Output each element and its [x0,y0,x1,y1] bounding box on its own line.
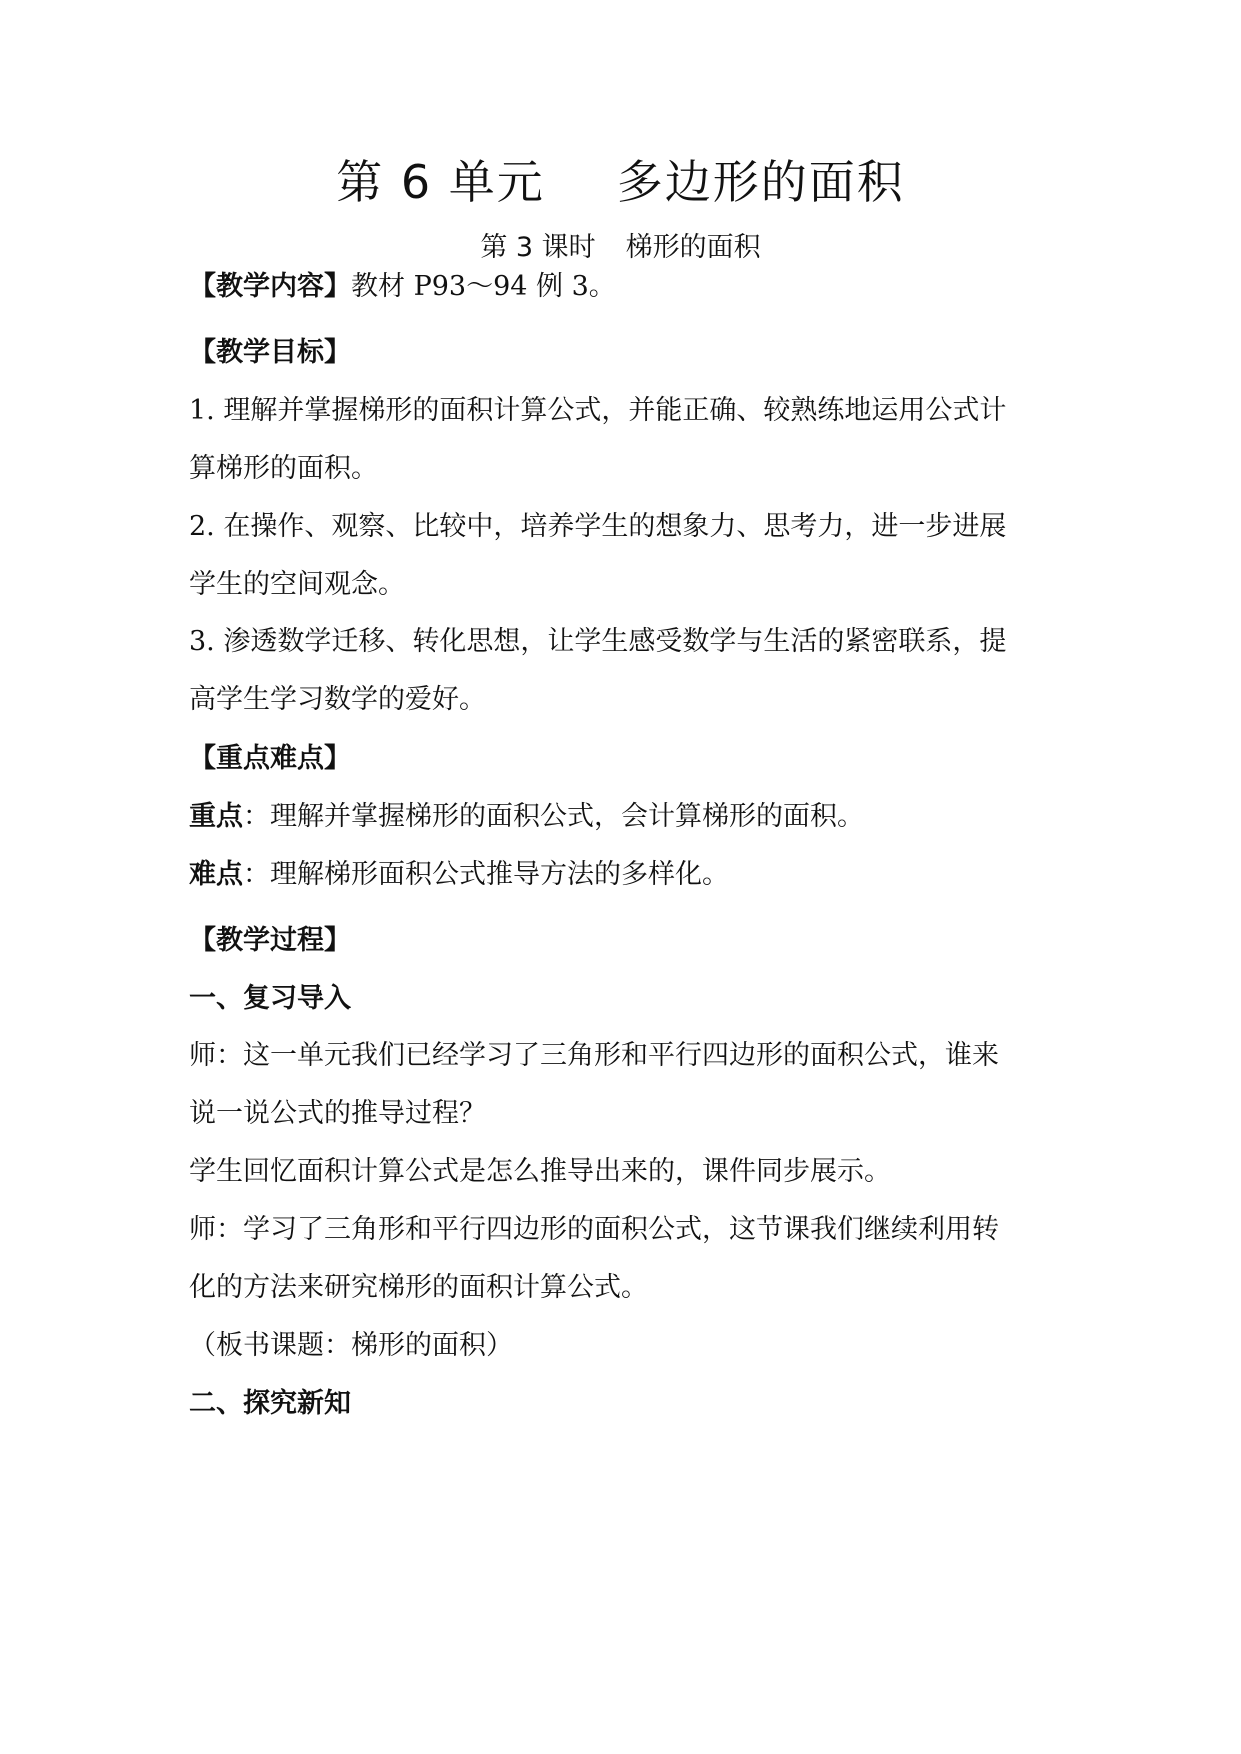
unit-number: 第 6 单元 [336,155,545,209]
unit-topic: 多边形的面积 [616,155,905,209]
goal-2-line-2: 学生的空间观念。 [189,569,405,600]
difficulty-label: 难点 [189,859,243,890]
paragraph-1-line-2: 说一说公式的推导过程？ [189,1098,486,1129]
focus-text: ：理解并掌握梯形的面积公式，会计算梯形的面积。 [243,801,864,832]
paragraph-2: 学生回忆面积计算公式是怎么推导出来的，课件同步展示。 [189,1156,891,1187]
teaching-content-label: 【教学内容】 [189,271,351,302]
goal-3-line-2: 高学生学习数学的爱好。 [189,684,486,715]
page-title [0,152,1241,212]
difficulty-line [189,855,729,895]
section-1-heading: 一、复习导入 [189,983,351,1014]
goal-1-line-1: 1. 理解并掌握梯形的面积计算公式，并能正确、较熟练地运用公式计 [189,395,1007,426]
goal-3-line-1: 3. 渗透数学迁移、转化思想，让学生感受数学与生活的紧密联系，提 [189,626,1007,657]
keypoints-heading: 【重点难点】 [189,743,351,774]
focus-label: 重点 [189,801,243,832]
difficulty-text: ：理解梯形面积公式推导方法的多样化。 [243,859,729,890]
teaching-content-text: 教材 P93～94 例 3。 [351,271,616,302]
goal-2-line-1: 2. 在操作、观察、比较中，培养学生的想象力、思考力，进一步进展 [189,511,1007,542]
board-title-note: （板书课题：梯形的面积） [189,1330,513,1361]
teaching-content [189,267,616,307]
lesson-number: 第 3 课时 [480,232,596,263]
section-2-heading: 二、探究新知 [189,1388,351,1419]
paragraph-3-line-2: 化的方法来研究梯形的面积计算公式。 [189,1272,648,1303]
lesson-topic: 梯形的面积 [625,232,761,263]
lesson-subtitle [0,228,1241,268]
process-heading: 【教学过程】 [189,925,351,956]
paragraph-3-line-1: 师：学习了三角形和平行四边形的面积公式，这节课我们继续利用转 [189,1214,999,1245]
goal-1-line-2: 算梯形的面积。 [189,453,378,484]
focus-line [189,797,864,837]
goals-heading: 【教学目标】 [189,337,351,368]
paragraph-1-line-1: 师：这一单元我们已经学习了三角形和平行四边形的面积公式，谁来 [189,1040,999,1071]
